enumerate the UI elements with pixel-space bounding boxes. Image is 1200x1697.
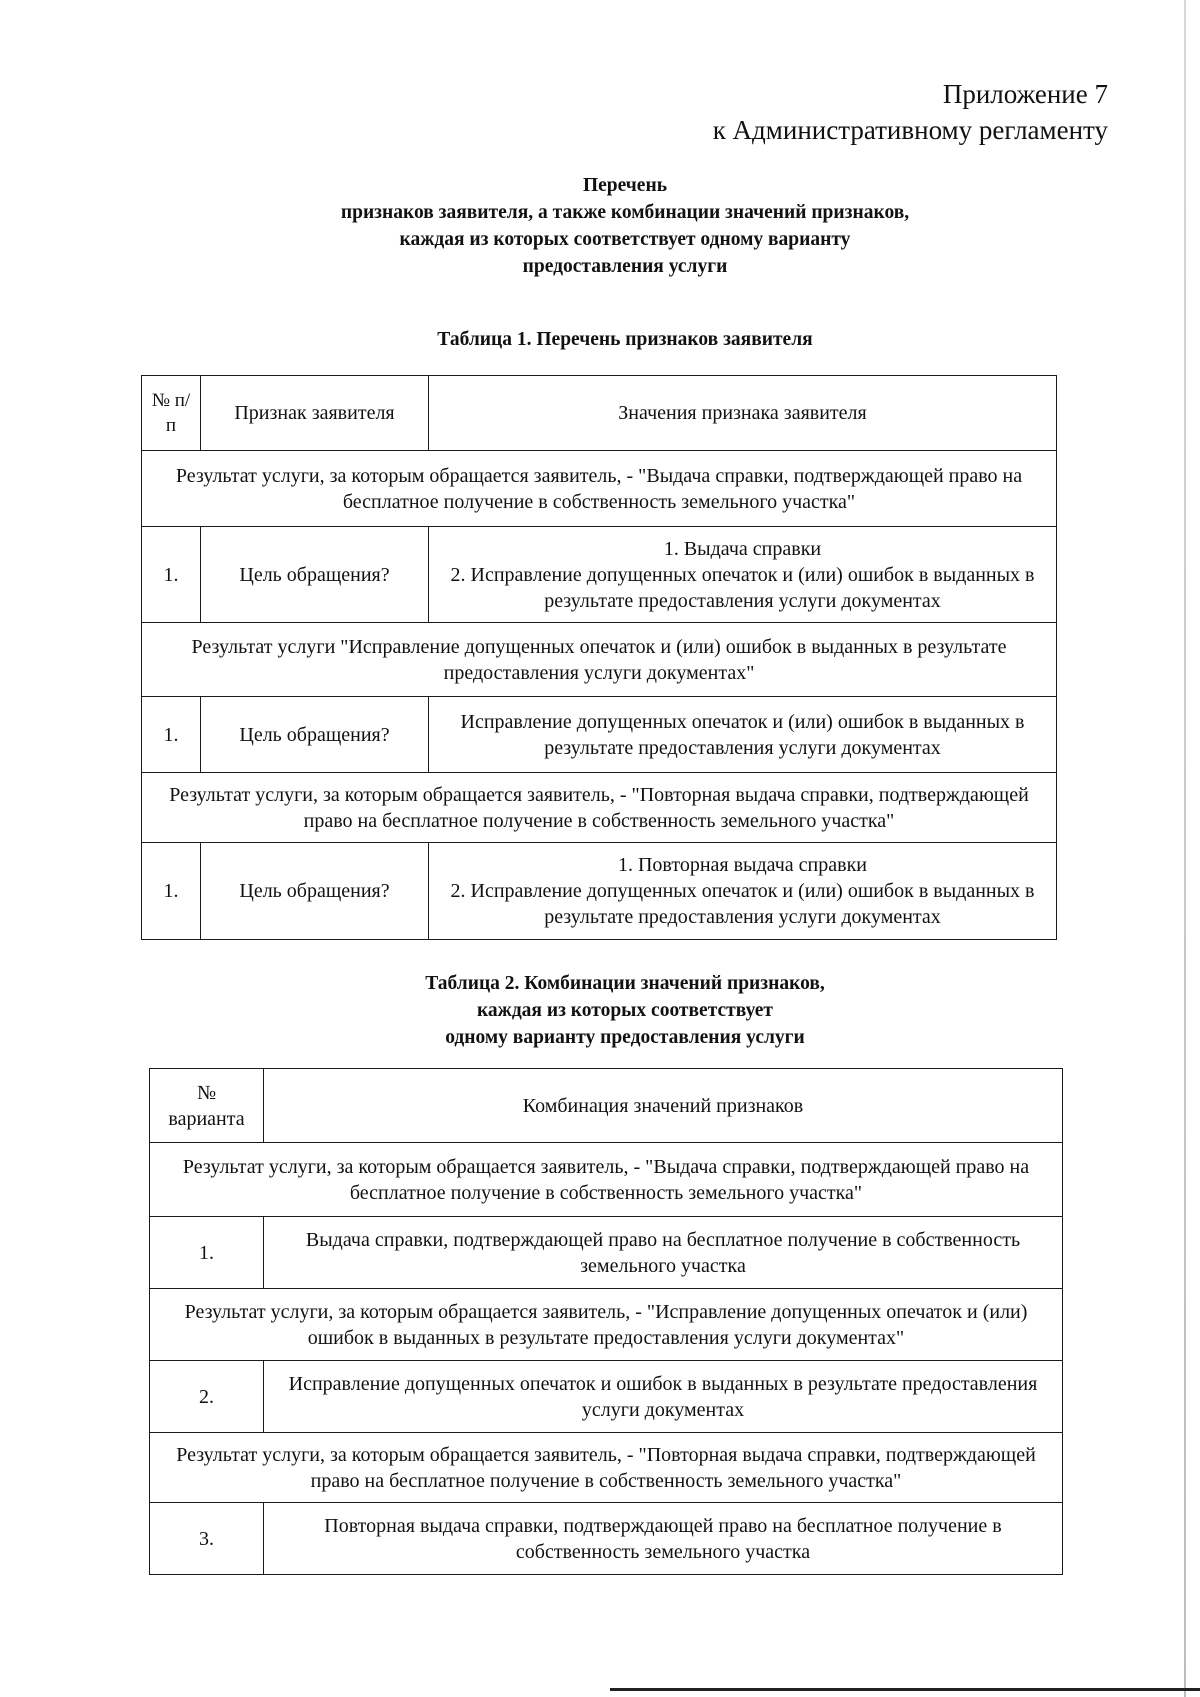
table1-section-title: Результат услуги, за которым обращается заявитель, - "Выдача справки, подтверждающей право на бесплатное получение в собственность земельного участка" (142, 451, 1057, 527)
table1-row-values (429, 697, 1057, 773)
table2-section-row (150, 1289, 1063, 1361)
table1-row-value-item: 1. Повторная выдача справки (617, 854, 868, 876)
feature-combinations-table (149, 1068, 1063, 1575)
heading-line-2: признаков заявителя, а также комбинации значений признаков, (340, 202, 910, 223)
table1-row (142, 527, 1057, 623)
table2-row-combination: Исправление допущенных опечаток и ошибок в выданных в результате предоставления услуги документах (264, 1361, 1063, 1433)
table1-section-title: Результат услуги, за которым обращается заявитель, - "Повторная выдача справки, подтверждающей право на бесплатное получение в собственность земельного участка" (142, 773, 1057, 843)
table1-row-value-item: 2. Исправление допущенных опечаток и (или) ошибок в выданных в результате предоставления услуги документах (450, 563, 1035, 612)
table2-caption-line-1: Таблица 2. Комбинации значений признаков, (425, 973, 825, 994)
table2-header-num: № варианта (150, 1069, 264, 1143)
table1-header-row (142, 376, 1057, 451)
table2-row (150, 1217, 1063, 1289)
table2-section-row (150, 1143, 1063, 1217)
table1-row-values (429, 527, 1057, 623)
appendix-regulation: к Административному регламенту (712, 115, 1108, 145)
heading-line-3: каждая из которых соответствует одному варианту (399, 229, 851, 250)
table2-section-title: Результат услуги, за которым обращается заявитель, - "Исправление допущенных опечаток и (или) ошибок в выданных в результате предоставления услуги документах" (150, 1289, 1063, 1361)
table1-section-title: Результат услуги "Исправление допущенных опечаток и (или) ошибок в выданных в результате предоставления услуги документах" (142, 623, 1057, 697)
table1-caption (0, 326, 1200, 353)
table1-header-num: № п/п (142, 376, 201, 451)
table2-caption-line-2: каждая из которых соответствует (476, 1000, 773, 1021)
table2-row (150, 1361, 1063, 1433)
table2-row-num: 3. (150, 1503, 264, 1575)
table1-row (142, 697, 1057, 773)
table2-row-num: 2. (150, 1361, 264, 1433)
appendix-reference (713, 76, 1108, 148)
table2-section-title: Результат услуги, за которым обращается заявитель, - "Повторная выдача справки, подтверждающей право на бесплатное получение в собственность земельного участка" (150, 1433, 1063, 1503)
table2-row-combination: Повторная выдача справки, подтверждающей право на бесплатное получение в собственность земельного участка (264, 1503, 1063, 1575)
table1-section-row (142, 451, 1057, 527)
table1-row-feature: Цель обращения? (201, 697, 429, 773)
table2-section-title: Результат услуги, за которым обращается заявитель, - "Выдача справки, подтверждающей право на бесплатное получение в собственность земельного участка" (150, 1143, 1063, 1217)
table1-row (142, 843, 1057, 940)
table2-header-row (150, 1069, 1063, 1143)
table1-header-feature: Признак заявителя (201, 376, 429, 451)
table1-row-value-item: 2. Исправление допущенных опечаток и (или) ошибок в выданных в результате предоставления услуги документах (450, 880, 1035, 928)
table1-row-num: 1. (142, 527, 201, 623)
table1-section-row (142, 623, 1057, 697)
table1-row-num: 1. (142, 697, 201, 773)
table2-section-row (150, 1433, 1063, 1503)
heading-title: Перечень (582, 175, 668, 196)
applicant-features-table (141, 375, 1057, 940)
table2-header-combination: Комбинация значений признаков (264, 1069, 1063, 1143)
table1-section-row (142, 773, 1057, 843)
table2-row-num: 1. (150, 1217, 264, 1289)
document-heading (0, 172, 1200, 280)
table1-row-values (429, 843, 1057, 940)
appendix-number: Приложение 7 (942, 79, 1108, 109)
table2-caption-line-3: одному варианту предоставления услуги (445, 1027, 805, 1048)
table1-row-num: 1. (142, 843, 201, 940)
table1-row-value-item: Исправление допущенных опечаток и (или) ошибок в выданных в результате предоставления услуги документах (460, 710, 1025, 759)
table1-row-feature: Цель обращения? (201, 843, 429, 940)
scan-bottom-line (610, 1688, 1200, 1691)
table1-caption-text: Таблица 1. Перечень признаков заявителя (437, 329, 813, 350)
heading-line-4: предоставления услуги (522, 256, 728, 277)
table2-row (150, 1503, 1063, 1575)
table2-row-combination: Выдача справки, подтверждающей право на бесплатное получение в собственность земельного участка (264, 1217, 1063, 1289)
table1-header-values: Значения признака заявителя (429, 376, 1057, 451)
table2-caption (0, 970, 1200, 1051)
table1-row-value-item: 1. Выдача справки (663, 537, 822, 560)
table1-row-feature: Цель обращения? (201, 527, 429, 623)
